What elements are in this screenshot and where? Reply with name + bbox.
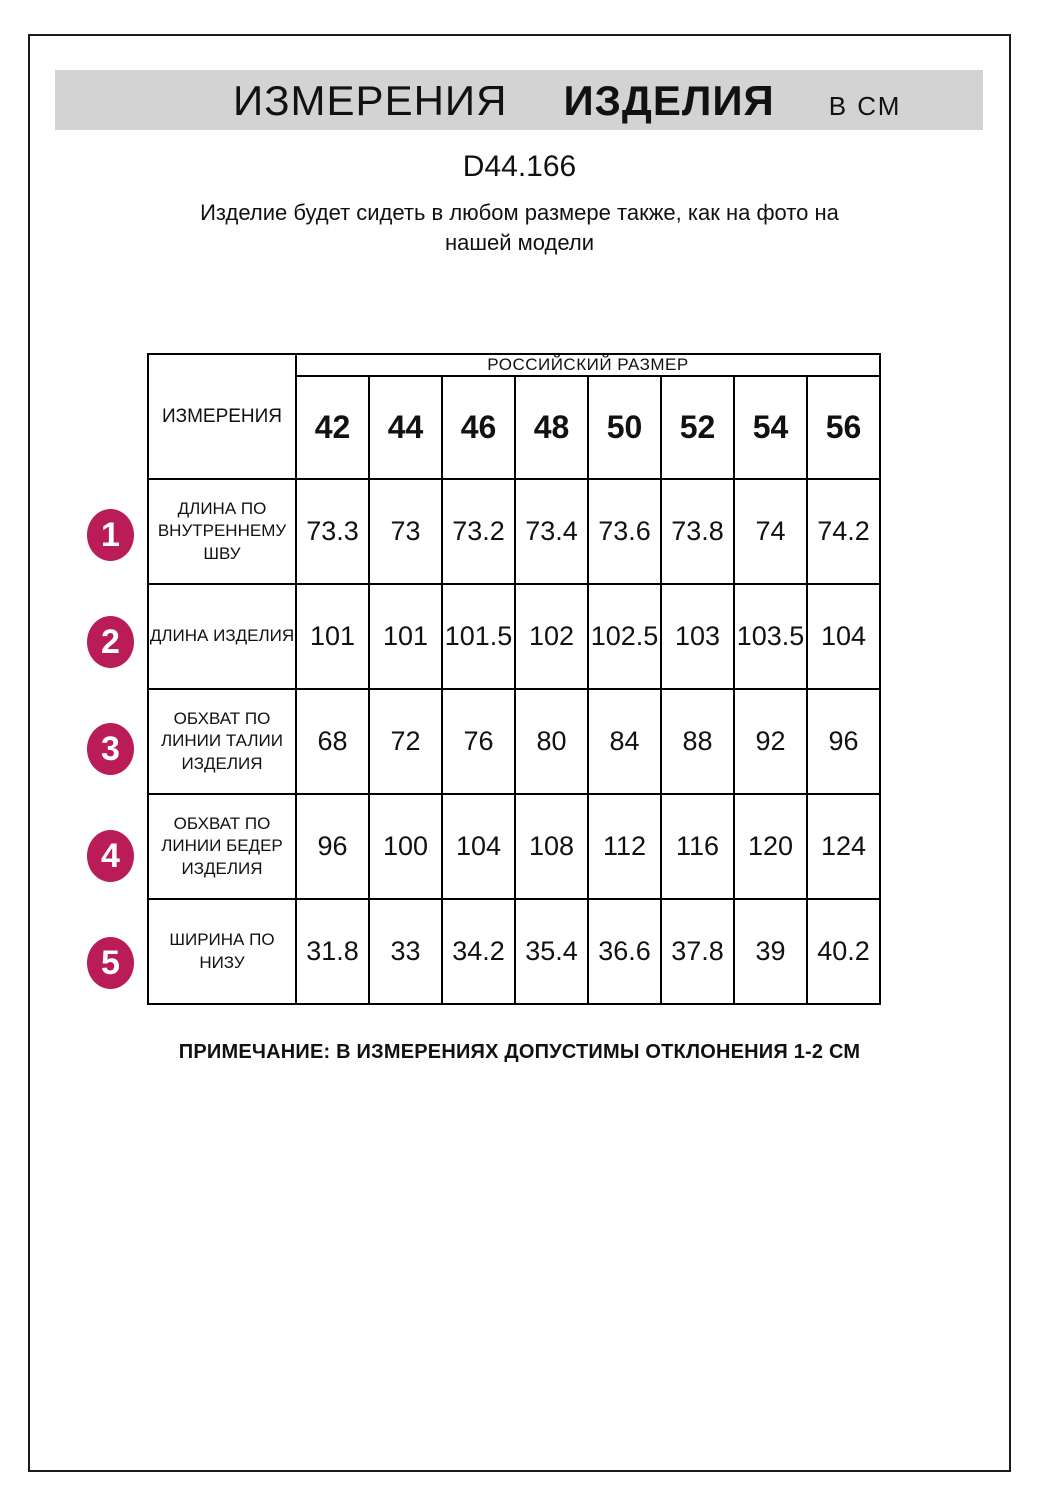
- row-number-badge-4: [87, 830, 134, 882]
- measurement-row: [148, 899, 880, 1004]
- product-code: D44.166: [462, 150, 577, 183]
- measurement-value: 68: [296, 689, 369, 794]
- measurement-row: [148, 584, 880, 689]
- measurement-value: 102: [515, 584, 588, 689]
- measurement-value: 72: [369, 689, 442, 794]
- measurement-label: ШИРИНА ПО НИЗУ: [148, 899, 296, 1004]
- measurement-value: 104: [442, 794, 515, 899]
- measurement-value: 100: [369, 794, 442, 899]
- measurement-value: 101: [296, 584, 369, 689]
- subtitle: Изделие будет сидеть в любом размере также, как на фото на нашей модели: [200, 200, 839, 255]
- size-header-cell: 50: [588, 376, 661, 479]
- measurement-value: 80: [515, 689, 588, 794]
- measurement-row: [148, 689, 880, 794]
- row-number-badge-5: [87, 937, 134, 989]
- measurement-value: 96: [807, 689, 880, 794]
- measurement-value: 88: [661, 689, 734, 794]
- measurement-value: 102.5: [588, 584, 661, 689]
- measurement-value: 35.4: [515, 899, 588, 1004]
- size-header-cell: 56: [807, 376, 880, 479]
- measurement-value: 76: [442, 689, 515, 794]
- size-table: [147, 353, 881, 1005]
- measurement-value: 39: [734, 899, 807, 1004]
- measurement-value: 116: [661, 794, 734, 899]
- russian-size-group-header: РОССИЙСКИЙ РАЗМЕР: [296, 354, 880, 376]
- measurement-value: 37.8: [661, 899, 734, 1004]
- measurement-value: 103.5: [734, 584, 807, 689]
- measurement-label: ДЛИНА ПО ВНУТРЕННЕМУ ШВУ: [148, 479, 296, 584]
- measurement-value: 104: [807, 584, 880, 689]
- measurement-value: 34.2: [442, 899, 515, 1004]
- measurements-column-header: ИЗМЕРЕНИЯ: [148, 354, 296, 479]
- measurement-value: 92: [734, 689, 807, 794]
- group-header-row: [148, 354, 880, 376]
- title-product: ИЗДЕЛИЯ: [563, 77, 775, 124]
- measurement-label: ОБХВАТ ПО ЛИНИИ ТАЛИИ ИЗДЕЛИЯ: [148, 689, 296, 794]
- title-unit: В СМ: [828, 91, 902, 121]
- measurement-value: 112: [588, 794, 661, 899]
- measurement-value: 74.2: [807, 479, 880, 584]
- measurement-value: 73.8: [661, 479, 734, 584]
- title-measurements: ИЗМЕРЕНИЯ: [233, 77, 508, 124]
- row-number-badge-1: [87, 509, 134, 561]
- size-header-cell: 48: [515, 376, 588, 479]
- size-header-cell: 44: [369, 376, 442, 479]
- measurement-label: ОБХВАТ ПО ЛИНИИ БЕДЕР ИЗДЕЛИЯ: [148, 794, 296, 899]
- measurement-value: 74: [734, 479, 807, 584]
- measurement-value: 36.6: [588, 899, 661, 1004]
- measurement-value: 73.3: [296, 479, 369, 584]
- size-header-cell: 52: [661, 376, 734, 479]
- row-number-label: 2: [101, 622, 120, 661]
- row-number-label: 5: [101, 943, 120, 982]
- row-number-badge-3: [87, 723, 134, 775]
- measurement-value: 33: [369, 899, 442, 1004]
- measurement-value: 73: [369, 479, 442, 584]
- row-number-label: 3: [101, 729, 120, 768]
- measurement-value: 103: [661, 584, 734, 689]
- size-header-cell: 46: [442, 376, 515, 479]
- measurement-row: [148, 794, 880, 899]
- measurement-value: 101: [369, 584, 442, 689]
- row-number-badge-2: [87, 616, 134, 668]
- size-header-cell: 42: [296, 376, 369, 479]
- measurement-label: ДЛИНА ИЗДЕЛИЯ: [148, 584, 296, 689]
- page-border: [28, 34, 1011, 1472]
- measurement-value: 31.8: [296, 899, 369, 1004]
- measurement-value: 40.2: [807, 899, 880, 1004]
- measurement-value: 73.2: [442, 479, 515, 584]
- measurement-row: [148, 479, 880, 584]
- measurement-value: 73.4: [515, 479, 588, 584]
- measurement-value: 73.6: [588, 479, 661, 584]
- measurement-value: 108: [515, 794, 588, 899]
- tolerance-note: ПРИМЕЧАНИЕ: В ИЗМЕРЕНИЯХ ДОПУСТИМЫ ОТКЛОНЕНИЯ 1-2 СМ: [178, 1041, 861, 1063]
- measurement-value: 101.5: [442, 584, 515, 689]
- measurement-value: 96: [296, 794, 369, 899]
- measurement-value: 120: [734, 794, 807, 899]
- row-number-label: 4: [101, 836, 120, 875]
- size-header-cell: 54: [734, 376, 807, 479]
- measurement-value: 124: [807, 794, 880, 899]
- row-number-label: 1: [101, 515, 120, 554]
- header-bar: [55, 70, 983, 130]
- measurement-value: 84: [588, 689, 661, 794]
